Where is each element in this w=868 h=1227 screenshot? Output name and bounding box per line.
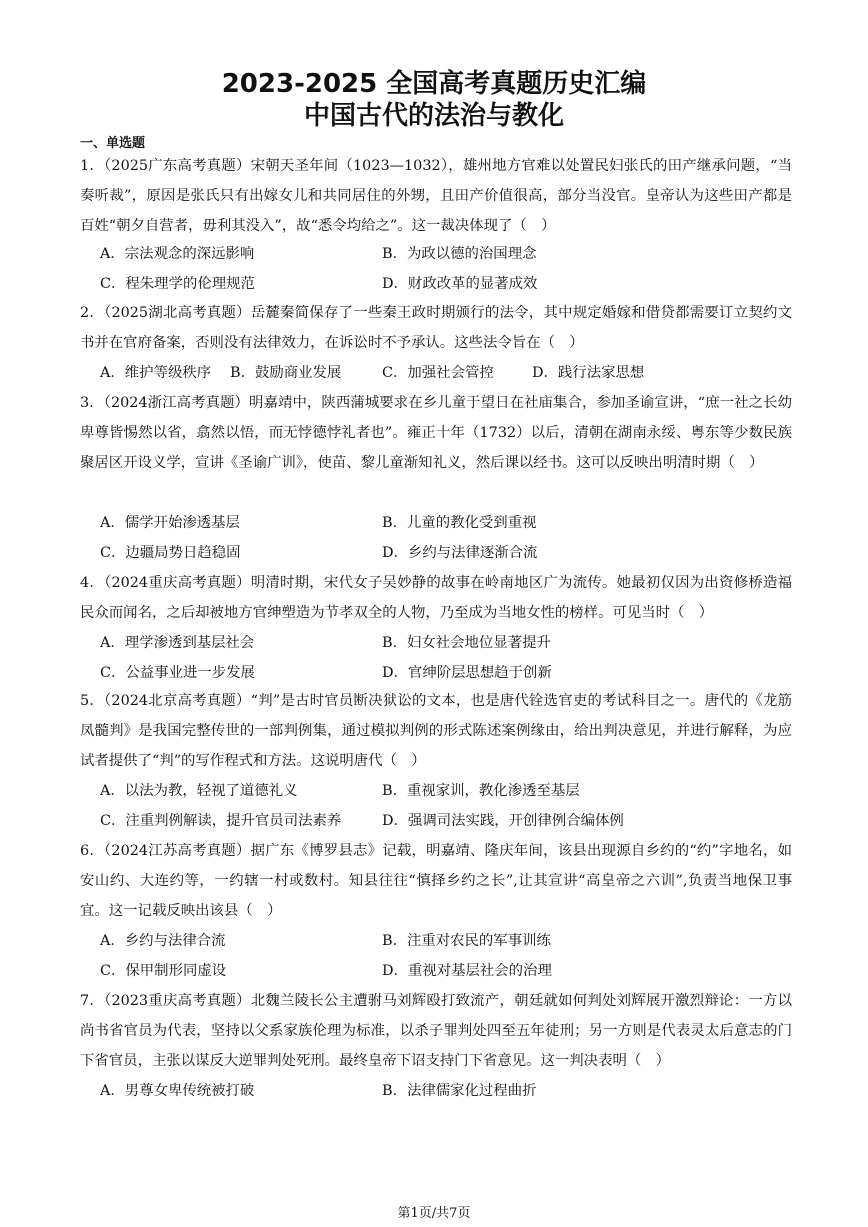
page-title: 2023-2025 全国高考真题历史汇编 xyxy=(221,69,647,99)
question-4-option-c: C．公益事业进一步发展 xyxy=(100,665,255,681)
question-5-option-b: B．重视家训，教化渗透至基层 xyxy=(382,783,580,799)
question-6-option-a: A．乡约与法律合流 xyxy=(100,933,226,949)
section-heading: 一、单选题 xyxy=(80,136,146,151)
question-6-stem: 6．（2024江苏高考真题）据广东《博罗县志》记载，明嘉靖、隆庆年间，该县出现源自乡约的“约”字地名，如安山约、大连约等，一约辖一村或数村。知县往往“慎择乡约之长”,让其宣讲“高皇帝之六训”,负责当地保卫事宜。这一记载反映出该县（ ） xyxy=(80,843,792,919)
question-5-option-a: A．以法为教，轻视了道德礼义 xyxy=(100,783,298,799)
question-6-option-d: D．重视对基层社会的治理 xyxy=(382,963,552,979)
question-3-option-b: B．儿童的教化受到重视 xyxy=(382,515,537,531)
question-1-option-b: B．为政以德的治国理念 xyxy=(382,246,537,262)
question-7-stem: 7．（2023重庆高考真题）北魏兰陵长公主遭驸马刘辉殴打致流产，朝廷就如何判处刘辉展开激烈辩论：一方以尚书省官员为代表，坚持以父系家族伦理为标准，以杀子罪判处四至五年徒刑；另一方则是代表灵太后意志的门下省官员，主张以谋反大逆罪判处死刑。最终皇帝下诏支持门下省意见。这一判决表明（ ） xyxy=(80,993,792,1069)
question-1-option-d: D．财政改革的显著成效 xyxy=(382,276,538,292)
page-subtitle: 中国古代的法治与教化 xyxy=(303,101,564,131)
question-7-option-b: B．法律儒家化过程曲折 xyxy=(382,1083,537,1099)
page-number: 第1页/共7页 xyxy=(397,1206,471,1221)
question-6-option-c: C．保甲制形同虚设 xyxy=(100,963,227,979)
question-5-stem: 5．（2024北京高考真题）“判”是古时官员断决狱讼的文本，也是唐代铨选官吏的考试科目之一。唐代的《龙筋凤髓判》是我国完整传世的一部判例集，通过模拟判例的形式陈述案例缘由，给出判决意见，并进行解释，为应试者提供了“判”的写作程式和方法。这说明唐代（ ） xyxy=(80,693,792,769)
question-2-stem: 2．（2025湖北高考真题）岳麓秦简保存了一些秦王政时期颁行的法令，其中规定婚嫁和借贷都需要订立契约文书并在官府备案，否则没有法律效力，在诉讼时不予承认。这些法令旨在（ ） xyxy=(80,305,792,351)
question-6-option-b: B．注重对农民的军事训练 xyxy=(382,933,551,949)
question-3-stem: 3．（2024浙江高考真题）明嘉靖中，陕西蒲城要求在乡儿童于望日在社庙集合，参加圣谕宣讲，“庶一社之长幼卑尊皆惕然以省，翕然以悟，而无悖德悖礼者也”。雍正十年（1732）以后，清朝在湖南永绥、粤东等少数民族聚居区开设义学，宣讲《圣谕广训》，使苗、黎儿童渐知礼义，然后课以经书。这可以反映出明清时期（ ） xyxy=(80,395,792,471)
question-2-option-b: B．鼓励商业发展 xyxy=(230,365,342,381)
question-5-option-c: C．注重判例解读，提升官员司法素养 xyxy=(100,813,342,829)
question-2-option-d: D．践行法家思想 xyxy=(532,365,645,381)
question-4-option-d: D．官绅阶层思想趋于创新 xyxy=(382,665,552,681)
question-4-stem: 4．（2024重庆高考真题）明清时期，宋代女子吴妙静的故事在岭南地区广为流传。她最初仅因为出资修桥造福民众而闻名，之后却被地方官绅塑造为节孝双全的人物，乃至成为当地女性的榜样。可见当时（ ） xyxy=(80,575,792,621)
question-5-option-d: D．强调司法实践，开创律例合编体例 xyxy=(382,813,624,829)
question-3-option-c: C．边疆局势日趋稳固 xyxy=(100,545,241,561)
question-3-option-a: A．儒学开始渗透基层 xyxy=(100,515,240,531)
question-1-stem: 1．（2025广东高考真题）宋朝天圣年间（1023—1032），雄州地方官难以处置民妇张氏的田产继承问题，“当奏听裁”，原因是张氏只有出嫁女儿和共同居住的外甥，且田产价值很高，部分当没官。皇帝认为这些田产都是百姓“朝夕自营者，毋利其没入”，故“悉令均给之”。这一裁决体现了（ ） xyxy=(80,158,792,234)
question-1-option-c: C．程朱理学的伦理规范 xyxy=(100,276,255,292)
question-7-option-a: A．男尊女卑传统被打破 xyxy=(100,1083,255,1099)
question-3-option-d: D．乡约与法律逐渐合流 xyxy=(382,545,538,561)
question-2-option-a: A．维护等级秩序 xyxy=(100,365,212,381)
question-1-option-a: A．宗法观念的深远影响 xyxy=(100,246,255,262)
question-2-option-c: C．加强社会管控 xyxy=(382,365,494,381)
question-4-option-a: A．理学渗透到基层社会 xyxy=(100,635,255,651)
question-4-option-b: B．妇女社会地位显著提升 xyxy=(382,635,551,651)
